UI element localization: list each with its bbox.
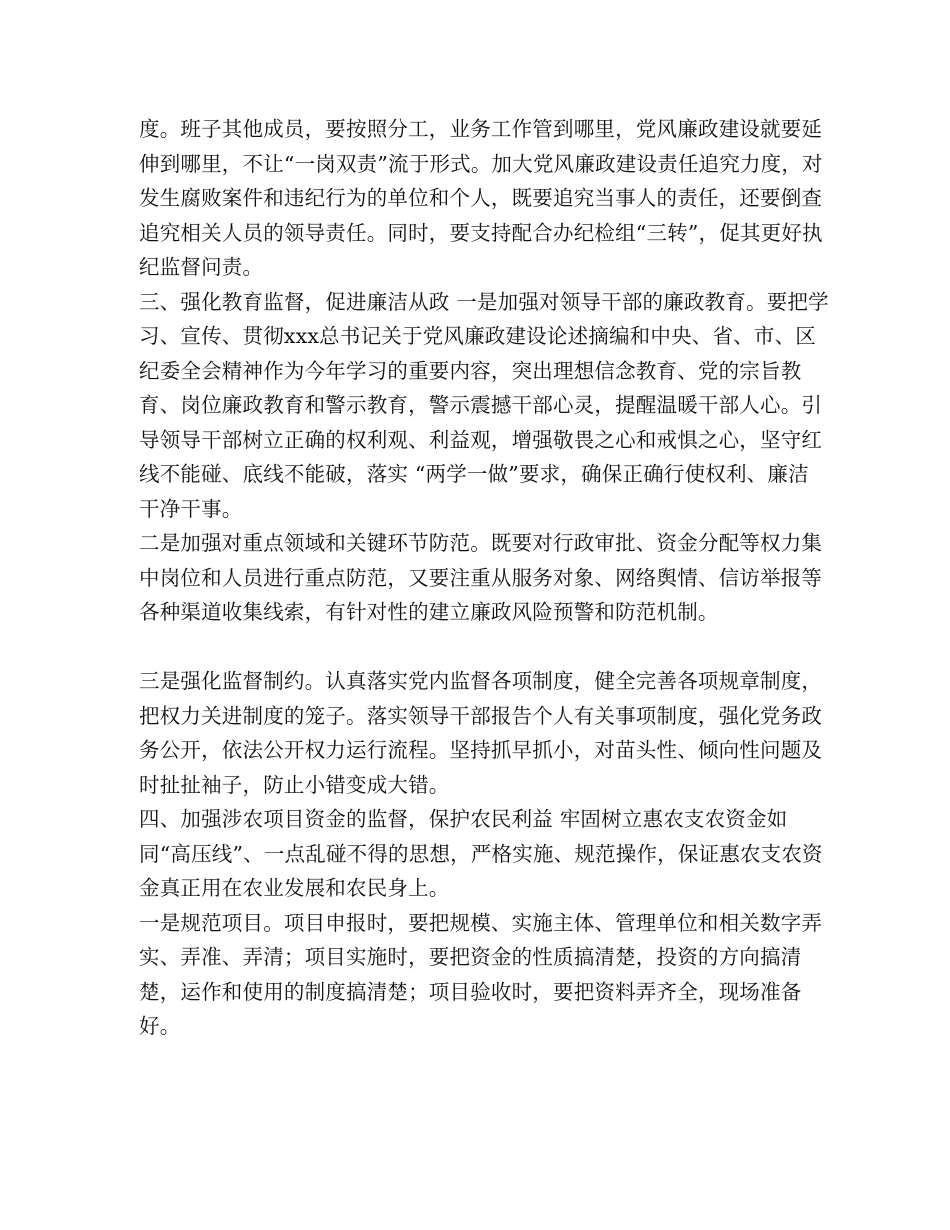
paragraph-spacer — [139, 630, 829, 665]
paragraph-key-areas-prevention: 二是加强对重点领域和关键环节防范。既要对行政审批、资金分配等权力集中岗位和人员进行重点防范，又要注重从服务对象、网络舆情、信访举报等各种渠道收集线索，有针对性的建立廉政风险预警和防范机制。 — [139, 531, 823, 624]
document-body — [139, 112, 829, 1044]
paragraph-accountability: 度。班子其他成员，要按照分工，业务工作管到哪里，党风廉政建设就要延伸到哪里，不让“一岗双责”流于形式。加大党风廉政建设责任追究力度，对发生腐败案件和违纪行为的单位和个人，既要追究当事人的责任，还要倒查追究相关人员的领导责任。同时，要支持配合办纪检组“三转”，促其更好执纪监督问责。 — [139, 117, 823, 279]
paragraph-education-supervision: 三、强化教育监督，促进廉洁从政 一是加强对领导干部的廉政教育。要把学习、宣传、贯彻xxx总书记关于党风廉政建设论述摘编和中央、省、市、区纪委全会精神作为今年学习的重要内容，突出理想信念教育、党的宗旨教育、岗位廉政教育和警示教育，警示震撼干部心灵，提醒温暖干部人心。引导领导干部树立正确的权利观、利益观，增强敬畏之心和戒惧之心，坚守红线不能碰、底线不能破，落实 “两学一做”要求，确保正确行使权利、廉洁干净干事。 — [139, 289, 829, 521]
paragraph-standardize-projects: 一是规范项目。项目申报时，要把规模、实施主体、管理单位和相关数字弄实、弄准、弄清；项目实施时，要把资金的性质搞清楚，投资的方向搞清楚，运作和使用的制度搞清楚；项目验收时，要把资料弄齐全，现场准备好。 — [139, 910, 823, 1038]
paragraph-supervision-restraint: 三是强化监督制约。认真落实党内监督各项制度，健全完善各项规章制度，把权力关进制度的笼子。落实领导干部报告个人有关事项制度，强化党务政务公开，依法公开权力运行流程。坚持抓早抓小，对苗头性、倾向性问题及时扯扯袖子，防止小错变成大错。 — [139, 669, 823, 797]
paragraph-agricultural-funds: 四、加强涉农项目资金的监督，保护农民利益 牢固树立惠农支农资金如同“高压线”、一点乱碰不得的思想，严格实施、规范操作，保证惠农支农资金真正用在农业发展和农民身上。 — [139, 807, 823, 900]
